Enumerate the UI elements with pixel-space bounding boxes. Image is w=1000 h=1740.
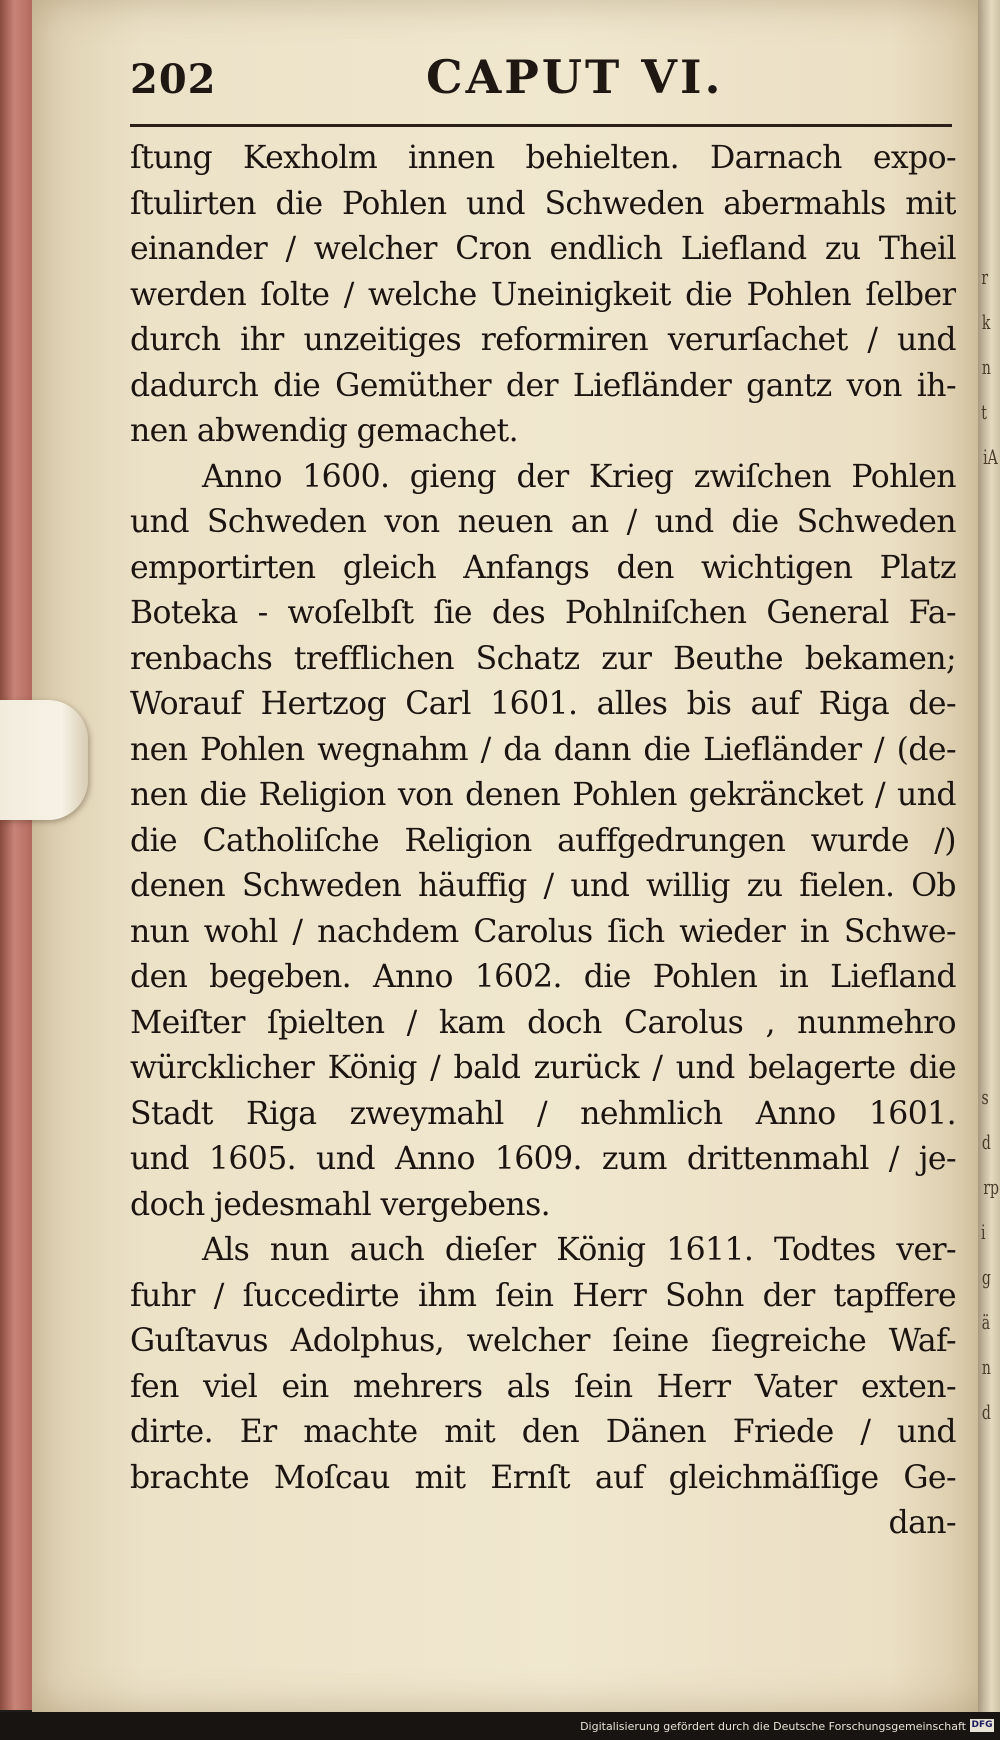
next-page-edge xyxy=(978,0,1000,1712)
edge-letter: n xyxy=(981,355,991,379)
edge-letter: t xyxy=(981,400,987,424)
text-line: dadurch die Gemüther der Liefländer gantz von ih- xyxy=(130,367,956,404)
text-line: die Catholiſche Religion auffgedrungen wurde /) xyxy=(130,822,956,859)
text-line: nen abwendig gemachet. xyxy=(130,413,518,449)
text-line: nen die Religion von denen Pohlen gekräncket / und xyxy=(130,777,956,813)
text-line: emportirten gleich Anfangs den wichtigen Platz xyxy=(130,549,956,586)
text-line: nen Pohlen wegnahm / da dann die Liefländer / (de- xyxy=(130,731,956,768)
edge-letter: d xyxy=(981,1130,991,1154)
text-line: Meiſter ſpielten / kam doch Carolus , nunmehro xyxy=(130,1004,956,1041)
text-line: fen viel ein mehrers als ſein Herr Vater exten- xyxy=(130,1368,956,1405)
text-line: und Schweden von neuen an / und die Schweden xyxy=(130,504,956,540)
text-line: und 1605. und Anno 1609. zum drittenmahl / je- xyxy=(130,1141,956,1177)
text-line: Stadt Riga zweymahl / nehmlich Anno 1601. xyxy=(130,1095,956,1132)
text-line: Anno 1600. gieng der Krieg zwiſchen Pohlen xyxy=(202,458,956,495)
edge-letter: s xyxy=(981,1085,989,1109)
text-line: ſtung Kexholm innen behielten. Darnach expo- xyxy=(130,140,956,176)
text-line: renbachs trefflichen Schatz zur Beuthe bekamen; xyxy=(130,640,956,677)
text-line: ſtulirten die Pohlen und Schweden abermahls mit xyxy=(130,185,956,222)
text-line: Guſtavus Adolphus, welcher ſeine ſiegreiche Waf- xyxy=(130,1323,956,1359)
text-line: Boteka - woſelbſt ſie des Pohlniſchen General Fa- xyxy=(130,595,956,631)
text-line: würcklicher König / bald zurück / und belagerte die xyxy=(130,1050,956,1086)
edge-letter: k xyxy=(981,310,991,334)
edge-letter: i xyxy=(980,1220,986,1244)
text-line: einander / welcher Cron endlich Liefland zu Theil xyxy=(130,231,956,267)
edge-letter: g xyxy=(981,1265,991,1289)
page-number: 202 xyxy=(130,56,217,103)
text-line: nun wohl / nachdem Carolus ſich wieder in Schwe- xyxy=(130,913,956,950)
text-line: Worauf Hertzog Carl 1601. alles bis auf Riga de- xyxy=(130,686,956,722)
digitization-credit: Digitalisierung gefördert durch die Deutsche Forschungsgemeinschaft xyxy=(580,1720,966,1733)
body-text xyxy=(130,136,956,1547)
running-title: CAPUT VI. xyxy=(426,50,724,104)
text-line: doch jedesmahl vergebens. xyxy=(130,1186,551,1223)
edge-letter: n xyxy=(981,1355,991,1379)
book-spine-edge xyxy=(0,0,32,1710)
edge-letter: r xyxy=(981,265,989,289)
catchword: dan- xyxy=(888,1505,956,1541)
header-rule xyxy=(130,124,952,127)
edge-letter: d xyxy=(981,1400,991,1424)
text-line: den begeben. Anno 1602. die Pohlen in Liefland xyxy=(130,959,956,995)
edge-letter: ä xyxy=(981,1310,991,1334)
text-line: dirte. Er machte mit den Dänen Friede / und xyxy=(130,1414,956,1450)
page-tab-marker xyxy=(0,700,88,820)
text-line: denen Schweden häuffig / und willig zu fielen. Ob xyxy=(130,868,956,904)
text-line: Als nun auch dieſer König 1611. Todtes ver- xyxy=(202,1232,956,1268)
text-line: durch ihr unzeitiges reformiren verurſachet / und xyxy=(130,322,956,358)
text-line: fuhr / ſuccedirte ihm ſein Herr Sohn der tapffere xyxy=(130,1277,956,1314)
text-line: brachte Moſcau mit Ernſt auf gleichmäſſige Ge- xyxy=(130,1459,956,1496)
page-header xyxy=(130,50,950,120)
dfg-logo: DFG xyxy=(971,1720,993,1730)
text-line: werden ſolte / welche Uneinigkeit die Pohlen ſelber xyxy=(130,276,956,313)
edge-letter: rp xyxy=(983,1175,1000,1199)
edge-letter: iA xyxy=(983,445,998,469)
